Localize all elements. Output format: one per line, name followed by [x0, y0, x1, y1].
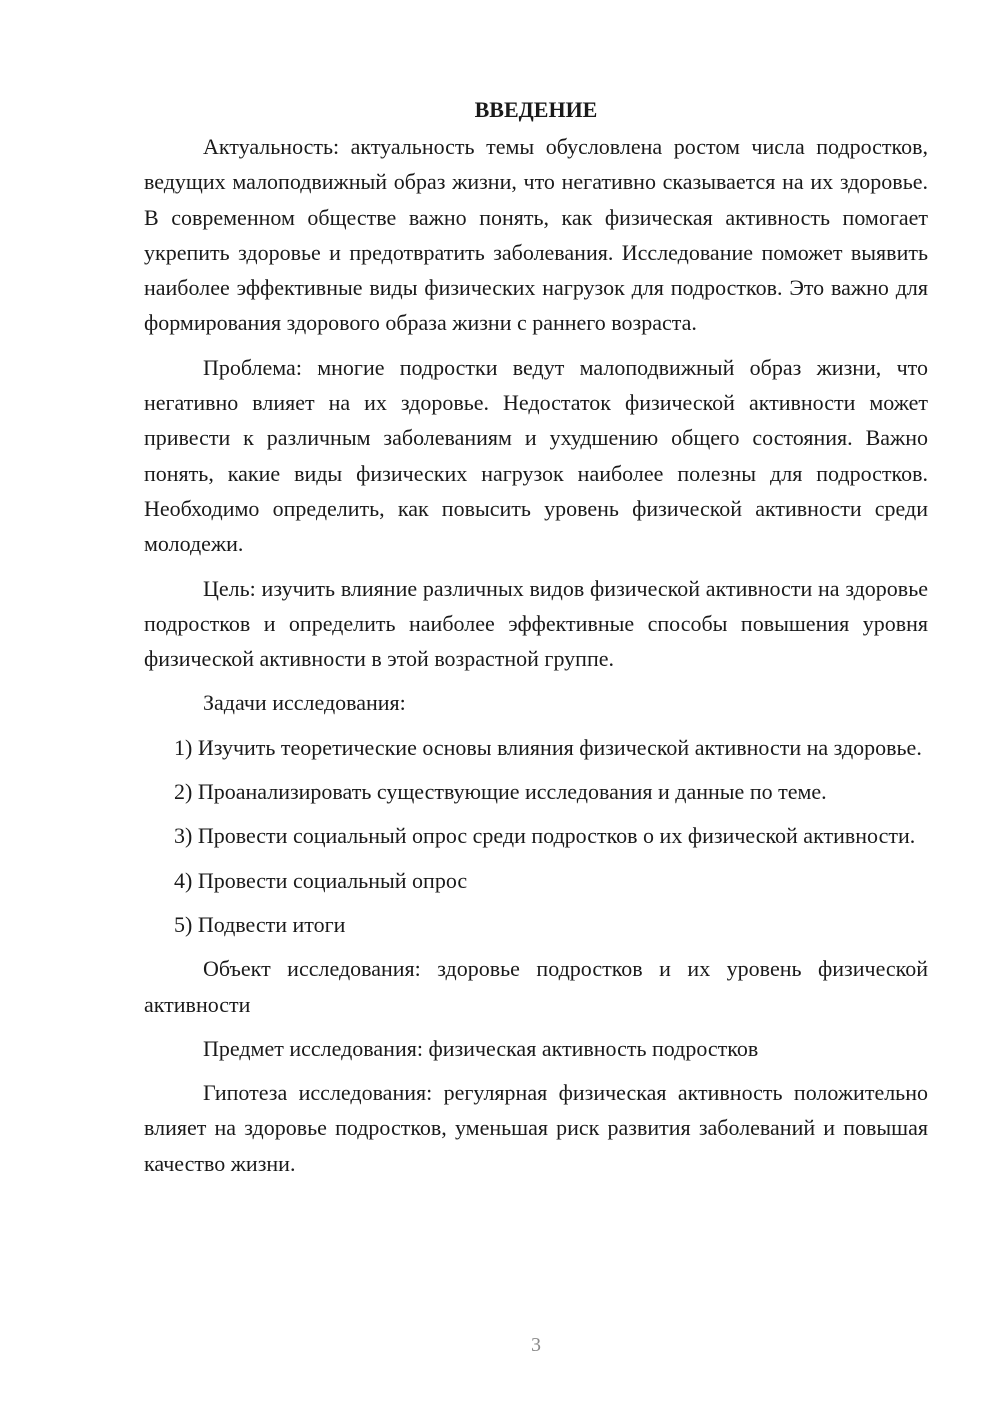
goal-paragraph: Цель: изучить влияние различных видов физической активности на здоровье подростков и определить наиболее эффективные способы повышения уровня физической активности в этой возрастной группе.: [144, 575, 928, 672]
object-paragraph: Объект исследования: здоровье подростков и их уровень физической активности: [144, 956, 928, 1017]
task-item-4: 4) Провести социальный опрос: [174, 867, 468, 893]
relevance-paragraph: Актуальность: актуальность темы обусловлена ростом числа подростков, ведущих малоподвижный образ жизни, что негативно сказывается на их здоровье. В современном обществе важно понять, как физическая активность помогает укрепить здоровье и предотвратить заболевания. Исследование поможет выявить наиболее эффективные виды физических нагрузок для подростков. Это важно для формирования здорового образа жизни с раннего возраста.: [144, 134, 928, 336]
problem-paragraph: Проблема: многие подростки ведут малоподвижный образ жизни, что негативно влияет на их здоровье. Недостаток физической активности может привести к различным заболеваниям и ухудшению общего состояния. Важно понять, какие виды физических нагрузок наиболее полезны для подростков. Необходимо определить, как повысить уровень физической активности среди молодежи.: [144, 354, 928, 557]
task-item-2: 2) Проанализировать существующие исследования и данные по теме.: [174, 779, 827, 805]
tasks-heading: Задачи исследования:: [203, 690, 406, 716]
hypothesis-paragraph: Гипотеза исследования: регулярная физическая активность положительно влияет на здоровье подростков, уменьшая риск развития заболеваний и повышая качество жизни.: [144, 1080, 928, 1176]
task-item-5: 5) Подвести итоги: [174, 911, 346, 937]
page-title: ВВЕДЕНИЕ: [474, 97, 598, 122]
page-number: 3: [531, 1334, 541, 1356]
document-page: [144, 92, 928, 1190]
task-item-1: 1) Изучить теоретические основы влияния физической активности на здоровье.: [174, 734, 922, 760]
subject-paragraph: Предмет исследования: физическая активность подростков: [203, 1035, 759, 1061]
task-item-3: 3) Провести социальный опрос среди подростков о их физической активности.: [174, 823, 916, 849]
